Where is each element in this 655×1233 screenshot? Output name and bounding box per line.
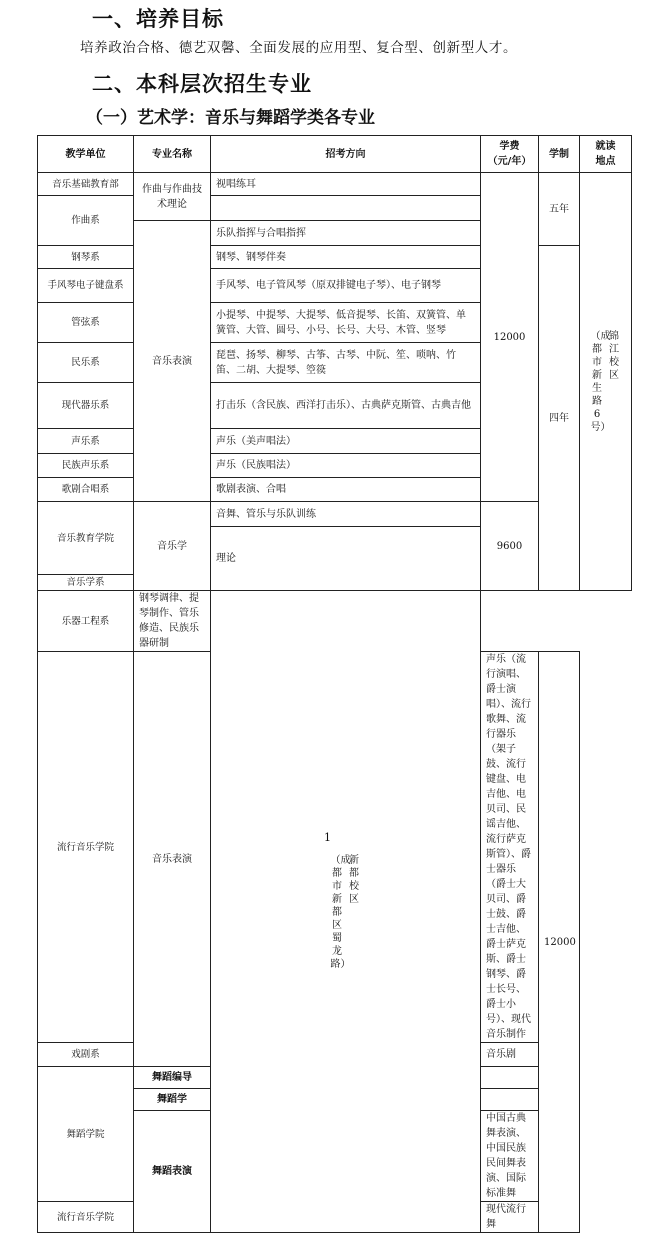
direction-cell: 钢琴、钢琴伴奏 bbox=[211, 246, 481, 269]
header-unit: 教学单位 bbox=[38, 136, 134, 173]
unit-cell: 声乐系 bbox=[38, 429, 134, 454]
location-cell-xindu bbox=[211, 591, 481, 1233]
section1-title: 一、培养目标 bbox=[92, 7, 224, 31]
header-duration: 学制 bbox=[539, 136, 580, 173]
header-major: 专业名称 bbox=[134, 136, 211, 173]
location-cell-jinjiang bbox=[580, 173, 632, 591]
unit-cell: 管弦系 bbox=[38, 303, 134, 343]
major-cell: 音乐表演 bbox=[134, 221, 211, 502]
table-row bbox=[38, 591, 632, 652]
duration-cell: 四年 bbox=[539, 246, 580, 591]
direction-cell: 视唱练耳 bbox=[211, 173, 481, 196]
unit-cell: 民族声乐系 bbox=[38, 454, 134, 478]
direction-cell: 声乐（民族唱法） bbox=[211, 454, 481, 478]
majors-table bbox=[37, 135, 632, 1233]
section2-title: 二、本科层次招生专业 bbox=[92, 72, 312, 96]
unit-cell: 作曲系 bbox=[38, 196, 134, 246]
training-goal-text: 培养政治合格、德艺双馨、全面发展的应用型、复合型、创新型人才。 bbox=[80, 40, 518, 56]
major-cell: 音乐学 bbox=[134, 502, 211, 591]
direction-cell: 歌剧表演、合唱 bbox=[211, 478, 481, 502]
location-address: （成都市新生路6号） bbox=[590, 331, 611, 433]
direction-cell: 中国古典舞表演、中国民族民间舞表演、国际标准舞 bbox=[481, 1111, 539, 1202]
unit-cell: 戏剧系 bbox=[38, 1043, 134, 1067]
major-cell: 音乐表演 bbox=[134, 652, 211, 1067]
table-row bbox=[38, 173, 632, 196]
unit-cell: 流行音乐学院 bbox=[38, 1202, 134, 1233]
direction-cell: 理论 bbox=[211, 527, 481, 591]
direction-cell: 手风琴、电子管风琴（原双排键电子琴）、电子钢琴 bbox=[211, 269, 481, 303]
major-cell: 舞蹈编导 bbox=[134, 1067, 211, 1089]
unit-cell: 手风琴电子键盘系 bbox=[38, 269, 134, 303]
unit-cell: 音乐教育学院 bbox=[38, 502, 134, 575]
major-cell: 舞蹈学 bbox=[134, 1089, 211, 1111]
fee-cell: 12000 bbox=[539, 652, 580, 1233]
unit-cell: 现代器乐系 bbox=[38, 383, 134, 429]
direction-cell: 现代流行舞 bbox=[481, 1202, 539, 1233]
section2-subtitle: （一）艺术学：音乐与舞蹈学类各专业 bbox=[86, 108, 375, 128]
unit-cell: 音乐基础教育部 bbox=[38, 173, 134, 196]
unit-cell: 歌剧合唱系 bbox=[38, 478, 134, 502]
direction-cell: 钢琴调律、提琴制作、管乐修造、民族乐器研制 bbox=[134, 591, 211, 652]
direction-cell: 打击乐（含民族、西洋打击乐）、古典萨克斯管、古典吉他 bbox=[211, 383, 481, 429]
direction-cell bbox=[211, 196, 481, 221]
location-name: 锦江校区 bbox=[609, 331, 619, 381]
unit-cell: 流行音乐学院 bbox=[38, 652, 134, 1043]
fee-cell: 9600 bbox=[481, 502, 539, 591]
table-row bbox=[38, 246, 632, 269]
fee-cell: 12000 bbox=[481, 173, 539, 502]
header-fee: 学费 （元/年） bbox=[481, 136, 539, 173]
direction-cell: 音乐剧 bbox=[481, 1043, 539, 1067]
direction-cell: 音舞、管乐与乐队训练 bbox=[211, 502, 481, 527]
table-header-row bbox=[38, 136, 632, 173]
direction-cell: 乐队指挥与合唱指挥 bbox=[211, 221, 481, 246]
unit-cell: 音乐学系 bbox=[38, 575, 134, 591]
direction-cell: 小提琴、中提琴、大提琴、低音提琴、长笛、双簧管、单簧管、大管、圆号、小号、长号、大号、木管、竖琴 bbox=[211, 303, 481, 343]
location-address: （成都市新都区蜀龙路） bbox=[330, 854, 351, 970]
header-direction: 招考方向 bbox=[211, 136, 481, 173]
header-location: 就读 地点 bbox=[580, 136, 632, 173]
location-name: 新都校区 bbox=[349, 854, 359, 905]
unit-cell: 民乐系 bbox=[38, 343, 134, 383]
unit-cell: 乐器工程系 bbox=[38, 591, 134, 652]
direction-cell bbox=[481, 1067, 539, 1089]
duration-cell: 五年 bbox=[539, 173, 580, 246]
major-cell: 作曲与作曲技术理论 bbox=[134, 173, 211, 221]
page-number: 1 bbox=[324, 831, 331, 844]
unit-cell: 舞蹈学院 bbox=[38, 1067, 134, 1202]
direction-cell: 琵琶、扬琴、柳琴、古筝、古琴、中阮、笙、唢呐、竹笛、二胡、大提琴、箜篌 bbox=[211, 343, 481, 383]
unit-cell: 钢琴系 bbox=[38, 246, 134, 269]
major-cell: 舞蹈表演 bbox=[134, 1111, 211, 1233]
direction-cell bbox=[481, 1089, 539, 1111]
direction-cell: 声乐（流行演唱、爵士演唱）、流行歌舞、流行器乐（架子鼓、流行键盘、电吉他、电贝司、民谣吉他、流行萨克斯管）、爵士器乐（爵士大贝司、爵士鼓、爵士吉他、爵士萨克斯、爵士钢琴、爵士长号、爵士小号）、现代音乐制作 bbox=[481, 652, 539, 1043]
direction-cell: 声乐（美声唱法） bbox=[211, 429, 481, 454]
